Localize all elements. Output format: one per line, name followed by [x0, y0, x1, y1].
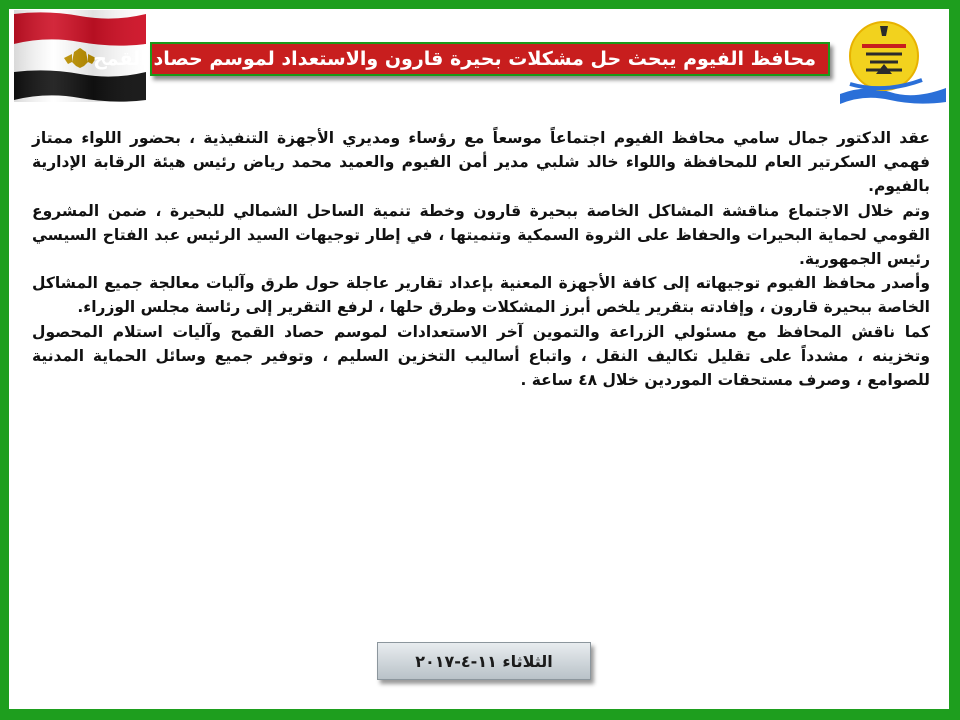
- article-paragraph: كما ناقش المحافظ مع مسئولي الزراعة والتموين آخر الاستعدادات لموسم حصاد القمح وآليات استلام المحصول وتخزينه ، مشدداً على تقليل تكاليف النقل ، واتباع أساليب التخزين السليم ، وتوفير جميع وسائل الحماية المدنية للصوامع ، وصرف مستحقات الموردين خلال ٤٨ ساعة .: [32, 322, 930, 390]
- article-paragraph: عقد الدكتور جمال سامي محافظ الفيوم اجتماعاً موسعاً مع رؤساء ومديري الأجهزة التنفيذية ، بحضور اللواء ممتاز فهمي السكرتير العام للمحافظة واللواء خالد شلبي مدير أمن الفيوم والعميد محمد رياض رئيس هيئة الرقابة الإدارية بالفيوم.: [32, 129, 930, 196]
- headline-banner: [93, 42, 830, 76]
- date-text: الثلاثاء ١١-٤-٢٠١٧: [415, 651, 553, 671]
- page-title: محافظ الفيوم يبحث حل مشكلات بحيرة قارون والاستعداد لموسم حصاد القمح: [93, 48, 816, 70]
- date-badge: [377, 642, 591, 680]
- fayoum-governorate-logo: [836, 14, 948, 106]
- article-paragraph: وأصدر محافظ الفيوم توجيهاته إلى كافة الأجهزة المعنية بإعداد تقارير عاجلة حول طرق وآليات معالجة جميع المشاكل الخاصة ببحيرة قارون ، وإفادته بتقرير يلخص أبرز المشكلات وطرق حلها ، لرفع التقرير إلى رئاسة مجلس الوزراء.: [32, 274, 930, 317]
- article-body: [32, 126, 930, 392]
- article-paragraph: وتم خلال الاجتماع مناقشة المشاكل الخاصة ببحيرة قارون وخطة تنمية الساحل الشمالي للبحيرة ، ضمن المشروع القومي لحماية البحيرات والحفاظ على الثروة السمكية وتنميتها ، في إطار توجيهات السيد الرئيس عبد الفتاح السيسي رئيس الجمهورية.: [32, 201, 930, 269]
